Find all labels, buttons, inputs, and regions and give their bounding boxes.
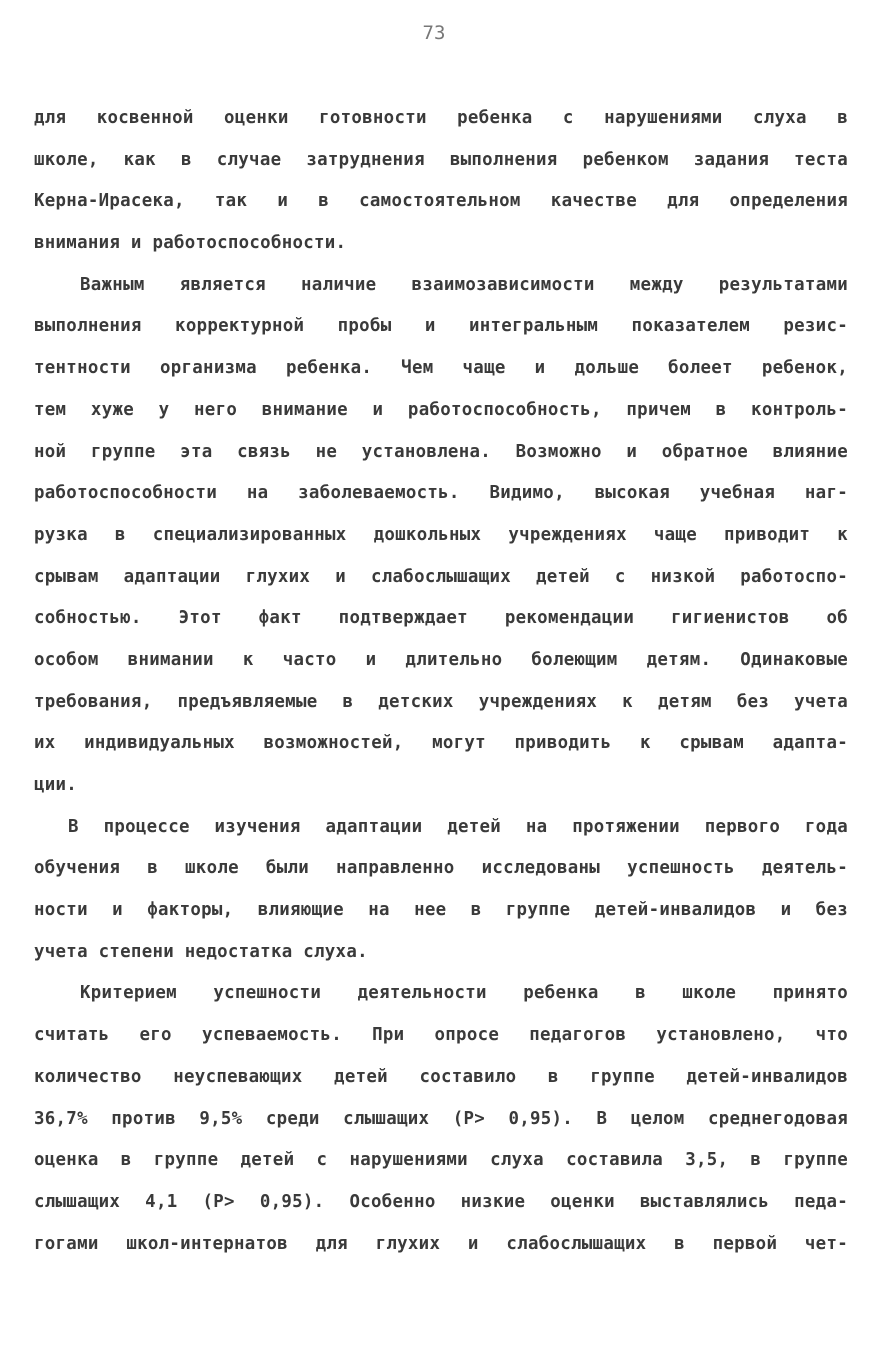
text-line: Важным является наличие взаимозависимости между результатами — [80, 274, 848, 295]
text-line: В процессе изучения адаптации детей на протяжении первого года — [68, 816, 848, 837]
page-number: 73 — [422, 22, 446, 44]
text-line: ной группе эта связь не установлена. Возможно и обратное влияние — [34, 441, 848, 462]
text-line: оценка в группе детей с нарушениями слуха составила 3,5, в группе — [34, 1150, 848, 1171]
text-line: требования, предъявляемые в детских учреждениях к детям без учета — [34, 691, 848, 712]
text-line: Критерием успешности деятельности ребенка в школе принято — [80, 983, 848, 1004]
text-line: работоспособности на заболеваемость. Видимо, высокая учебная наг- — [34, 483, 848, 504]
text-line: собностью. Этот факт подтверждает рекомендации гигиенистов об — [34, 608, 848, 629]
text-line: выполнения корректурной пробы и интегральным показателем резис- — [34, 316, 848, 337]
body-text — [34, 98, 848, 1265]
text-line: обучения в школе были направленно исследованы успешность деятель- — [34, 858, 848, 879]
text-line: их индивидуальных возможностей, могут приводить к срывам адапта- — [34, 733, 848, 754]
text-line: слышащих 4,1 (P> 0,95). Особенно низкие оценки выставлялись педа- — [34, 1191, 848, 1212]
text-line: особом внимании к часто и длительно болеющим детям. Одинаковые — [34, 649, 848, 670]
text-line: Керна-Ирасека, так и в самостоятельном качестве для определения — [34, 191, 848, 212]
text-line: внимания и работоспособности. — [34, 233, 347, 254]
text-line: рузка в специализированных дошкольных учреждениях чаще приводит к — [34, 524, 848, 545]
text-line: тем хуже у него внимание и работоспособность, причем в контроль- — [34, 399, 848, 420]
text-line: ции. — [34, 775, 78, 795]
text-line: ности и факторы, влияющие на нее в группе детей-инвалидов и без — [34, 900, 848, 921]
text-line: срывам адаптации глухих и слабослышащих детей с низкой работоспо- — [34, 566, 848, 587]
text-line: считать его успеваемость. При опросе педагогов установлено, что — [34, 1025, 848, 1046]
text-line: тентности организма ребенка. Чем чаще и дольше болеет ребенок, — [34, 358, 848, 379]
text-line: количество неуспевающих детей составило в группе детей-инвалидов — [34, 1066, 848, 1087]
text-line: гогами школ-интернатов для глухих и слабослышащих в первой чет- — [34, 1233, 848, 1254]
text-line: школе, как в случае затруднения выполнения ребенком задания теста — [34, 149, 848, 170]
text-line: 36,7% против 9,5% среди слышащих (P> 0,95). В целом среднегодовая — [34, 1108, 848, 1129]
text-line: для косвенной оценки готовности ребенка с нарушениями слуха в — [34, 108, 848, 128]
text-line: учета степени недостатка слуха. — [34, 941, 368, 962]
